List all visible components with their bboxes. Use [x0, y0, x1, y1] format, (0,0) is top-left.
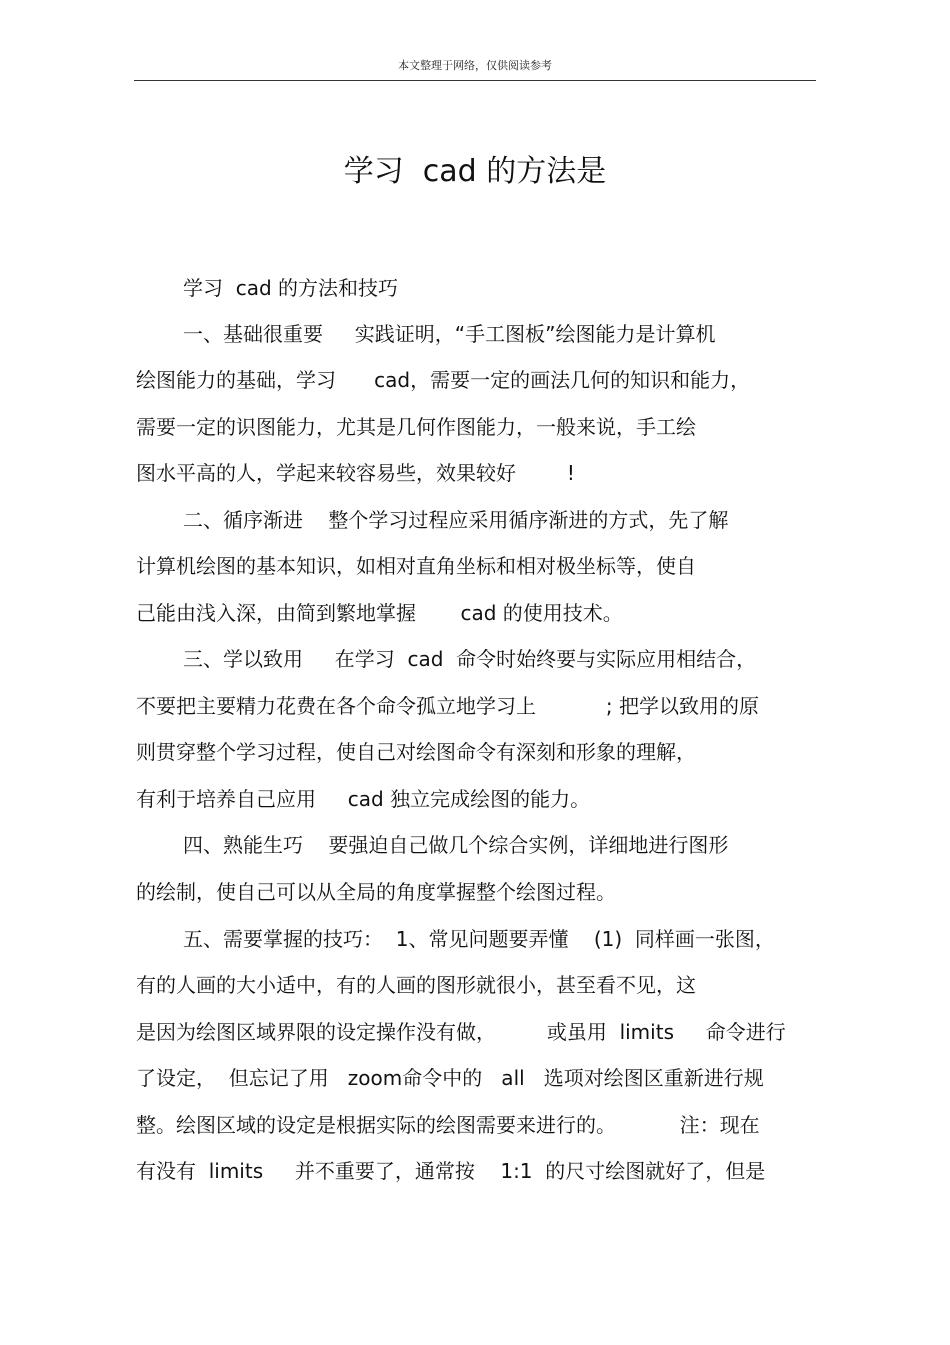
paragraph-line: 四、熟能生巧 要强迫自己做几个综合实例，详细地进行图形: [183, 833, 729, 857]
paragraph-line: 计算机绘图的基本知识，如相对直角坐标和相对极坐标等，使自: [136, 554, 696, 578]
paragraph-line: 了设定， 但忘记了用 zoom命令中的 all 选项对绘图区重新进行规: [136, 1066, 764, 1090]
paragraph-line: 整。绘图区域的设定是根据实际的绘图需要来进行的。 注：现在: [136, 1113, 760, 1137]
header-divider: [134, 80, 816, 81]
document-title: 学习 cad 的方法是: [343, 154, 607, 189]
paragraph-line: 图水平高的人，学起来较容易些，效果较好 !: [136, 461, 575, 485]
paragraph-line: 二、循序渐进 整个学习过程应采用循序渐进的方式，先了解: [183, 508, 729, 532]
paragraph-line: 是因为绘图区域界限的设定操作没有做， 或虽用 limits 命令进行: [136, 1020, 786, 1044]
paragraph-line: 一、基础很重要 实践证明，“手工图板”绘图能力是计算机: [183, 322, 716, 346]
subtitle-line: 学习 cad 的方法和技巧: [183, 276, 399, 300]
paragraph-line: 己能由浅入深，由简到繁地掌握 cad 的使用技术。: [136, 601, 623, 625]
paragraph-line: 则贯穿整个学习过程，使自己对绘图命令有深刻和形象的理解，: [136, 740, 696, 764]
paragraph-line: 的绘制，使自己可以从全局的角度掌握整个绘图过程。: [136, 880, 616, 904]
paragraph-line: 不要把主要精力花费在各个命令孤立地学习上 ; 把学以致用的原: [136, 694, 760, 718]
paragraph-line: 三、学以致用 在学习 cad 命令时始终要与实际应用相结合，: [183, 647, 757, 671]
paragraph-line: 五、需要掌握的技巧： 1、常见问题要弄懂 (1) 同样画一张图，: [183, 927, 775, 951]
paragraph-line: 绘图能力的基础，学习 cad，需要一定的画法几何的知识和能力，: [136, 368, 751, 392]
paragraph-line: 有没有 limits 并不重要了，通常按 1:1 的尺寸绘图就好了，但是: [136, 1159, 766, 1183]
paragraph-line: 需要一定的识图能力，尤其是几何作图能力，一般来说，手工绘: [136, 415, 696, 439]
paragraph-line: 有的人画的大小适中，有的人画的图形就很小，甚至看不见，这: [136, 973, 696, 997]
page-header: 本文整理于网络，仅供阅读参考: [398, 59, 552, 72]
paragraph-line: 有利于培养自己应用 cad 独立完成绘图的能力。: [136, 787, 591, 811]
